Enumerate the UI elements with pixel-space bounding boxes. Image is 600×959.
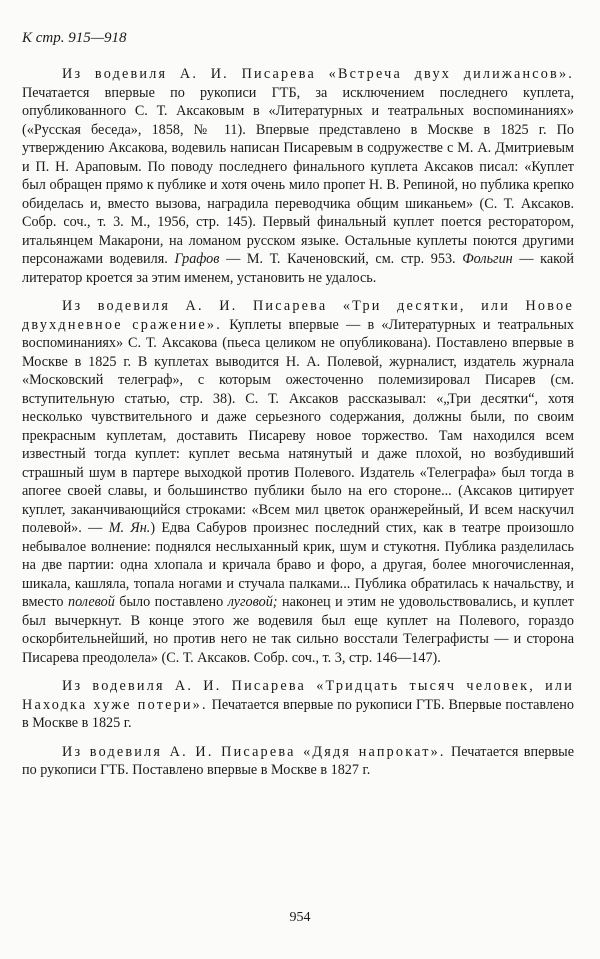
note-italic: луговой; (227, 594, 278, 610)
note-italic: Графов (174, 251, 220, 267)
note-title: Из водевиля А. И. Писарева «Дядя напрокат». (62, 743, 446, 760)
note-title: Из водевиля А. И. Писарева «Встреча двух дилижансов». (62, 66, 574, 82)
note-text: Печатается впервые по рукописи ГТБ, за исключением последнего куплета, опубликованного С. Т. Аксаковым в «Литературных и театральных воспоминаниях» («Русская беседа», 1858, № 11). Впервые представлено в Москве в 1825 г. По утверждению Аксакова, водевиль написан Писаревым в содружестве с М. А. Дмитриевым и П. Н. Араповым. По поводу последнего финального куплета Аксаков писал: «Куплет был обращен прямо к публике и хотя очень мило пропет Н. В. Репиной, но публика крепко обиделась и, вместо вызова, наградила переводчика общим шиканьем» (С. Т. Аксаков. Собр. соч., т. 3. М., 1956, стр. 145). Первый финальный куплет поется ресторатором, итальянцем Макарони, на ломаном русском языке. Остальные куплеты поются другими персонажами водевиля. (22, 84, 574, 267)
page-number: 954 (289, 910, 311, 925)
note-text: — М. Т. Каченовский, см. стр. 953. (219, 251, 463, 267)
page (22, 30, 574, 790)
note-text: было поставлено (114, 594, 228, 610)
note-text: наконец и этим не удовольствовались, и куплет был вычеркнут. В конце этого же водевиля был еще куплет на Полевого, гораздо оскорбительнейший, но против него не так сильно восстали Телеграфисты — и сторона Писарева преодолела» (С. Т. Аксаков. Собр. соч., т. 3, стр. 146—147). (22, 594, 574, 666)
note-text: Печатается впервые по рукописи ГТБ. Поставлено впервые в Москве в 1827 г. (22, 743, 574, 778)
note-text: ) Едва Сабуров произнес последний стих, как в театре произошло небывалое волнение: поднялся неслыханный крик, шум и стукотня. Публика разделилась на две партии: одна хлопала и кричала браво и форо, а другая, более многочисленная, шикала, кашляла, топала ногами и стучала палками... Публика обратилась к начальству, и вместо (22, 520, 575, 610)
note-paragraph (22, 65, 574, 287)
note-text: Печатается впервые по рукописи ГТБ. Впервые поставлено в Москве в 1825 г. (22, 696, 574, 731)
note-text: Куплеты впервые — в «Литературных и театральных воспоминаниях» С. Т. Аксакова (пьеса целиком не опубликована). Поставлено впервые в Москве в 1825 г. В куплетах выводится Н. А. Полевой, журналист, издатель журнала «Московский телеграф», с которым ожесточенно полемизировал Писарев (см. вступительную статью, стр. 38). С. Т. Аксаков рассказывал: «„Три десятки“, хотя несколько чувствительного и даже серьезного содержания, должны были, по своим прекрасным куплетам, доставить Писареву новое торжество. Там находился всем известный тогда куплет: куплет весьма натянутый и даже плохой, но возбудивший страшный шум в партере выходкой против Полевого. Издатель «Телеграфа» был тогда в апогее своей славы, и большинство публики было на его стороне... (Аксаков цитирует куплет, заканчивающийся строками: «Всем мил цветок оранжерейный, И всем наскучил полевой». — (22, 316, 574, 536)
page-header: К стр. 915—918 (22, 30, 127, 46)
note-paragraph (22, 677, 574, 733)
note-italic: Фольгин (462, 251, 513, 267)
note-italic: М. Ян. (108, 520, 151, 536)
note-text: — какой литератор кроется за этим именем, установить не удалось. (22, 251, 574, 286)
note-title: Из водевиля А. И. Писарева «Тридцать тысяч человек, или Находка хуже потери». (22, 678, 574, 713)
note-paragraph (22, 297, 574, 667)
note-paragraph (22, 743, 574, 780)
note-title: Из водевиля А. И. Писарева «Три десятки, или Новое двухдневное сражение». (22, 298, 574, 333)
note-italic: полевой (67, 594, 115, 610)
